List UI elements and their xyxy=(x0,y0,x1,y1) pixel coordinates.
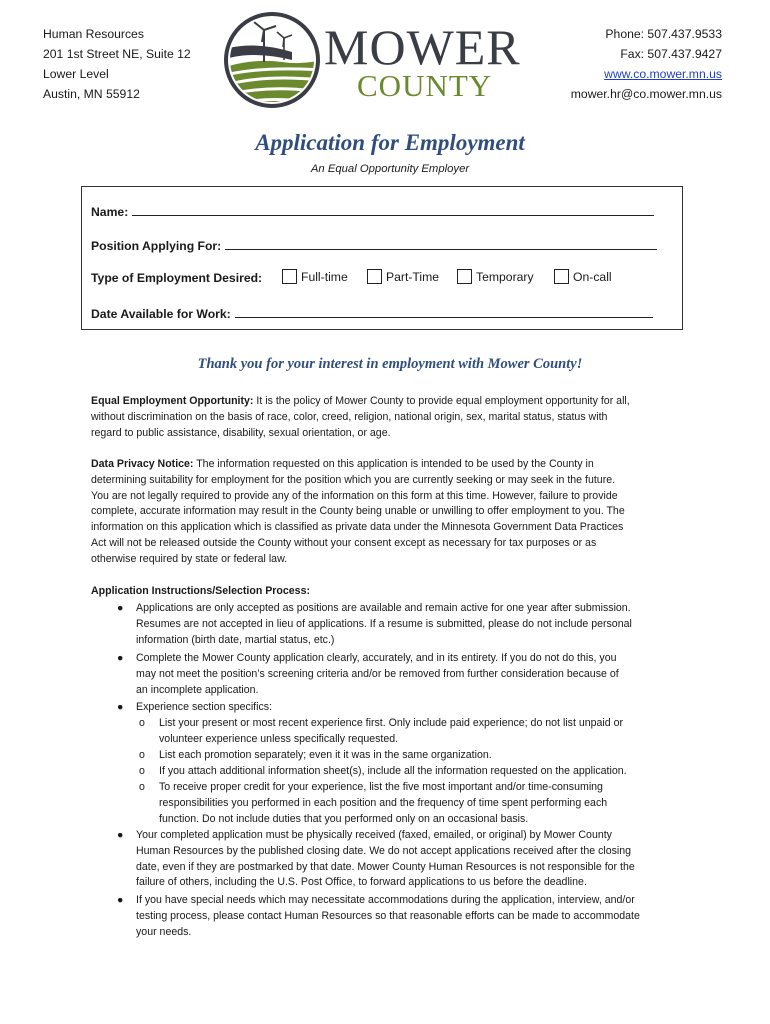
checkbox[interactable] xyxy=(554,269,569,284)
bullet-line: If you have special needs which may necessitate accommodations during the application, interview, and/or xyxy=(136,894,635,906)
sub-bullet-line: If you attach additional information sheet(s), include all the information requested on the application. xyxy=(159,765,627,777)
eeo-paragraph xyxy=(91,394,687,441)
sub-bullet-line: volunteer experience unless specifically requested. xyxy=(159,732,399,745)
sub-bullet-line: function. Do not include duties that you performed only on an occasional basis. xyxy=(159,812,529,825)
logo-wordmark-county: COUNTY xyxy=(357,68,493,103)
option-part-time[interactable] xyxy=(367,269,439,284)
name-label: Name: xyxy=(91,205,129,219)
bullet-line: Applications are only accepted as positions are available and remain active for one year after submission. xyxy=(136,602,631,614)
option-label: On-call xyxy=(573,270,612,284)
option-label: Temporary xyxy=(476,270,534,284)
logo-wordmark-mower: MOWER xyxy=(324,19,521,75)
address-line: Austin, MN 55912 xyxy=(43,87,140,101)
address-line: Lower Level xyxy=(43,67,109,81)
option-label: Full-time xyxy=(301,270,348,284)
name-field[interactable] xyxy=(132,203,654,216)
privacy-line: Act will not be released outside the County without your consent except as necessary for tax purposes or as xyxy=(91,536,597,549)
bullet-icon: ● xyxy=(117,602,124,614)
privacy-line: complete, accurate information may result in the County being unable or unwilling to offer employment to you. The xyxy=(91,505,625,518)
employment-type-row xyxy=(91,271,262,285)
bullet-line: Your completed application must be physically received (faxed, emailed, or original) by Mower County xyxy=(136,829,612,841)
date-available-label: Date Available for Work: xyxy=(91,307,231,321)
sub-bullet-line: To receive proper credit for your experience, list the five most important and/or time-consuming xyxy=(159,781,603,793)
bullet-line: date, even if they are postmarked by that date. Mower County Human Resources is not responsible for the xyxy=(136,860,635,873)
position-row xyxy=(91,237,657,253)
sub-bullet-icon: o xyxy=(139,765,145,777)
checkbox[interactable] xyxy=(282,269,297,284)
logo-emblem-icon xyxy=(222,10,322,110)
hr-contact xyxy=(571,24,722,104)
privacy-heading: Data Privacy Notice: xyxy=(91,458,194,470)
instructions-heading-block xyxy=(91,584,687,600)
privacy-line: determining suitability for employment for the position which you are currently seeking or may seek in the future. xyxy=(91,473,616,486)
eeo-line: regard to public assistance, disability, sexual orientation, or age. xyxy=(91,426,391,439)
phone-number: Phone: 507.437.9533 xyxy=(605,27,722,41)
date-available-row xyxy=(91,305,653,321)
sub-bullet-line: responsibilities you performed in each position and the frequency of time spent performing each xyxy=(159,796,608,809)
instructions-heading: Application Instructions/Selection Process: xyxy=(91,585,310,597)
sub-bullet-icon: o xyxy=(139,781,145,793)
privacy-line: information on this application which is classified as private data under the Minnesota Government Data Practices xyxy=(91,521,624,534)
bullet-line: information (birth date, martial status, etc.) xyxy=(136,633,335,646)
eeo-heading: Equal Employment Opportunity: xyxy=(91,395,254,407)
address-line: 201 1st Street NE, Suite 12 xyxy=(43,47,191,61)
employment-type-label: Type of Employment Desired: xyxy=(91,271,263,285)
date-available-field[interactable] xyxy=(235,305,653,318)
option-label: Part-Time xyxy=(386,270,440,284)
applicant-info-box xyxy=(81,186,683,330)
hr-address xyxy=(43,24,191,104)
bullet-line: Human Resources by the published closing date. We do not accept applications received after the closing xyxy=(136,844,632,857)
bullet-line: Complete the Mower County application clearly, accurately, and in its entirety. If you do not do this, you xyxy=(136,652,617,664)
privacy-line: otherwise required by state or federal law. xyxy=(91,552,288,565)
page-subtitle: An Equal Opportunity Employer xyxy=(310,163,470,175)
fax-number: Fax: 507.437.9427 xyxy=(620,47,722,61)
option-temporary[interactable] xyxy=(457,269,534,284)
checkbox[interactable] xyxy=(367,269,382,284)
bullet-line: may not meet the position’s screening criteria and/or be removed from further consideration because of xyxy=(136,667,619,680)
bullet-line: failure of others, including the U.S. Post Office, to forward applications to us before the deadline. xyxy=(136,876,587,889)
bullet-line: Experience section specifics: xyxy=(136,701,273,713)
bullet-line: an incomplete application. xyxy=(136,683,259,696)
privacy-line: You are not legally required to provide any of the information on this form at this time. However, failure to provide xyxy=(91,489,618,502)
eeo-line: without discrimination on the basis of race, color, creed, religion, national origin, sex, marital status, status with xyxy=(91,410,608,423)
bullet-line: testing process, please contact Human Resources so that reasonable efforts can be made to accommodate xyxy=(136,909,640,922)
privacy-line: The information requested on this application is intended to be used by the County in xyxy=(193,458,594,470)
bullet-icon: ● xyxy=(117,829,124,841)
bullet-line: Resumes are not accepted in lieu of applications. If a resume is submitted, please do not include personal xyxy=(136,617,632,630)
website-link[interactable]: www.co.mower.mn.us xyxy=(604,67,722,81)
sub-bullet-icon: o xyxy=(139,717,145,729)
bullet-line: your needs. xyxy=(136,925,192,938)
address-line: Human Resources xyxy=(43,27,144,41)
page-title: Application for Employment xyxy=(255,130,525,155)
thank-you-message: Thank you for your interest in employment with Mower County! xyxy=(197,356,583,372)
sub-bullet-line: List your present or most recent experience first. Only include paid experience; do not list unpaid or xyxy=(159,717,624,729)
bullet-icon: ● xyxy=(117,894,124,906)
name-row xyxy=(91,203,654,219)
option-full-time[interactable] xyxy=(282,269,348,284)
checkbox[interactable] xyxy=(457,269,472,284)
eeo-line: It is the policy of Mower County to provide equal employment opportunity for all, xyxy=(253,395,630,407)
email-address: mower.hr@co.mower.mn.us xyxy=(570,87,722,101)
position-label: Position Applying For: xyxy=(91,239,222,253)
bullet-icon: ● xyxy=(117,652,124,664)
privacy-paragraph xyxy=(91,457,687,568)
sub-bullet-line: List each promotion separately; even it it was in the same organization. xyxy=(159,749,492,761)
position-field[interactable] xyxy=(225,237,657,250)
option-on-call[interactable] xyxy=(554,269,612,284)
bullet-icon: ● xyxy=(117,701,124,713)
mower-county-logo xyxy=(222,10,552,110)
sub-bullet-icon: o xyxy=(139,749,145,761)
